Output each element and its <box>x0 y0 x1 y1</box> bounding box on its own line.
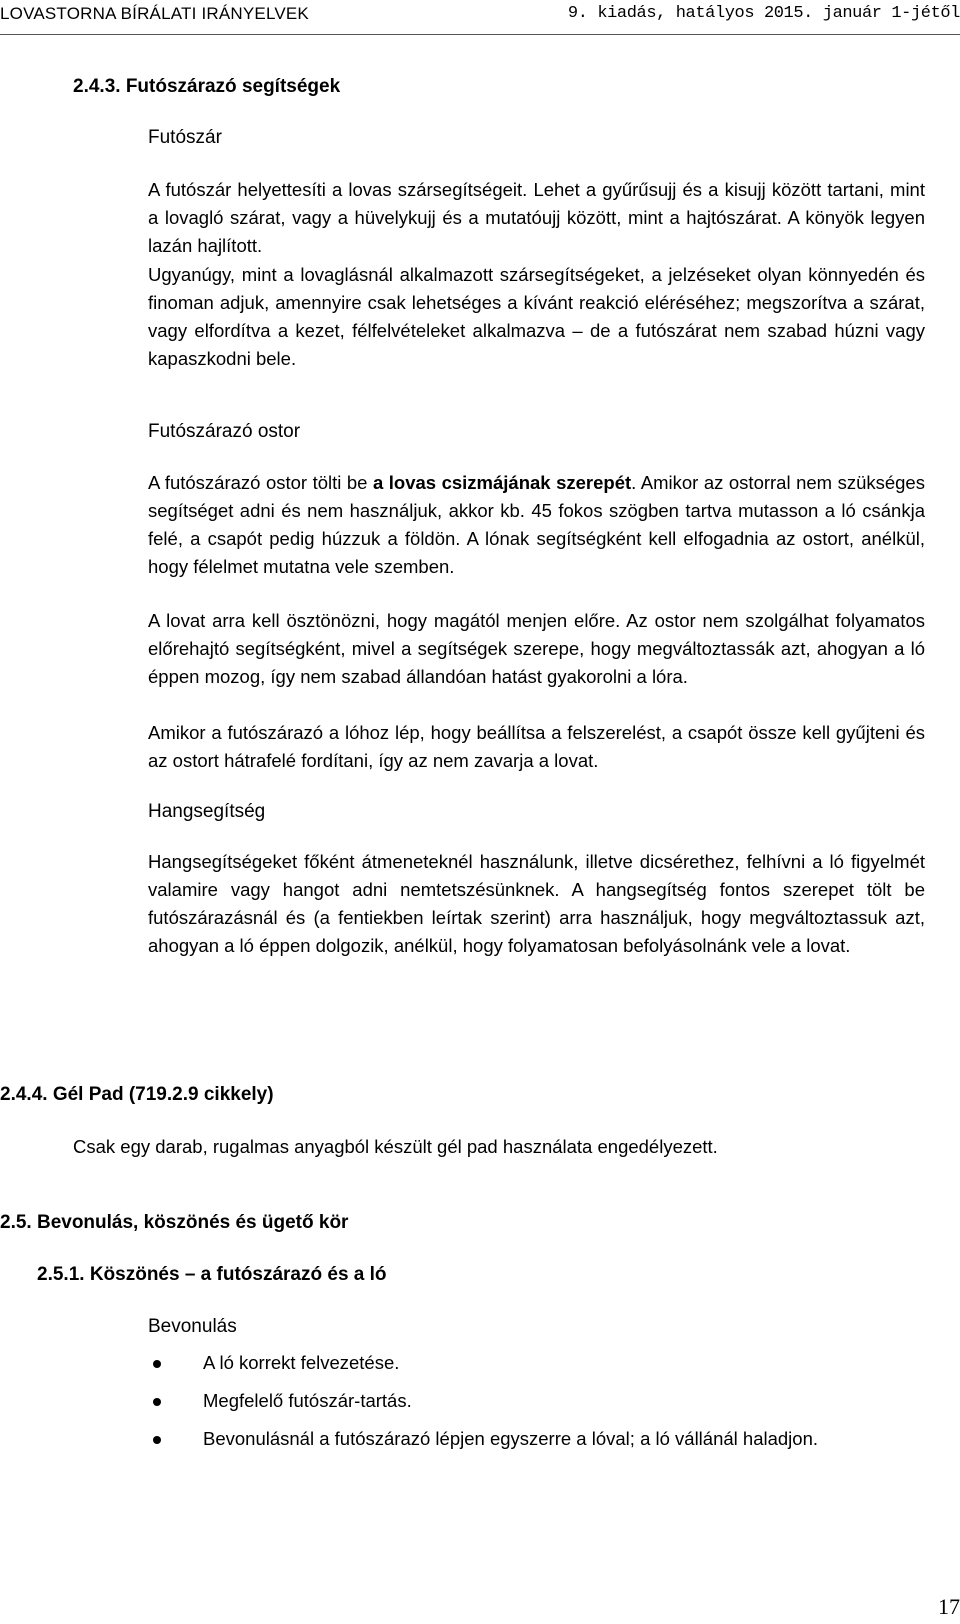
bevonulas-list <box>150 1349 960 1453</box>
section-heading-2-4-3: 2.4.3. Futószárazó segítségek <box>73 76 341 97</box>
bullet-icon <box>153 1360 161 1368</box>
paragraph-ostor-3: Amikor a futószárazó a lóhoz lép, hogy beállítsa a felszerelést, a csapót össze kell gyűjteni és az ostort hátrafelé fordítani, így az nem zavarja a lovat. <box>148 722 925 771</box>
bold-phrase: a lovas csizmájának szerepét <box>372 472 632 493</box>
page-number: 17 <box>938 1594 960 1619</box>
section-heading-2-4-4: 2.4.4. Gél Pad (719.2.9 cikkely) <box>0 1084 274 1105</box>
section-heading-2-5-1: 2.5.1. Köszönés – a futószárazó és a ló <box>37 1264 387 1285</box>
paragraph-ostor-1: A futószárazó ostor tölti be a lovas csizmájának szerepét. Amikor az ostorral nem szükséges segítséget adni és nem használjuk, akkor kb. 45 fokos szögben tartva mutasson a ló csánkja felé, a csapót pedig húzzuk a földön. A lónak segítségként kell elfogadnia az ostort, anélkül, hogy félelmet mutatna vele szemben. <box>148 472 925 577</box>
page-header <box>0 4 960 35</box>
subheading-futoszar: Futószár <box>148 127 222 148</box>
bullet-icon <box>153 1436 161 1444</box>
paragraph-ostor-2: A lovat arra kell ösztönözni, hogy magától menjen előre. Az ostor nem szolgálhat folyamatos előrehajtó segítségként, mivel a segítségek szerepe, hogy megváltoztassák azt, ahogyan a ló éppen mozog, így nem szabad állandóan hatást gyakorolni a lóra. <box>148 610 925 687</box>
header-title: LOVASTORNA BÍRÁLATI IRÁNYELVEK <box>0 4 309 23</box>
list-item: Bevonulásnál a futószárazó lépjen egyszerre a lóval; a ló vállánál haladjon. <box>150 1425 926 1453</box>
header-edition: 9. kiadás, hatályos 2015. január 1-jétől <box>567 4 960 23</box>
subheading-hangsegitseg: Hangsegítség <box>148 801 266 822</box>
list-item: Megfelelő futószár-tartás. <box>150 1387 960 1415</box>
subheading-bevonulas: Bevonulás <box>148 1316 237 1337</box>
subheading-ostor: Futószárazó ostor <box>148 421 301 442</box>
paragraph-gel-pad: Csak egy darab, rugalmas anyagból készült gél pad használata engedélyezett. <box>73 1136 718 1157</box>
paragraph-hangsegitseg: Hangsegítségeket főként átmeneteknél használunk, illetve dicsérethez, felhívni a ló figyelmét valamire vagy hangot adni nemtetszésünknek. A hangsegítség fontos szerepet tölt be futószárazásnál és (a fentiekben leírtak szerint) arra használjuk, hogy megváltoztassuk azt, ahogyan a ló éppen dolgozik, anélkül, hogy folyamatosan befolyásolnánk vele a lovat. <box>148 851 925 956</box>
paragraph-futoszar-1: A futószár helyettesíti a lovas szársegítségeit. Lehet a gyűrűsujj és a kisujj között tartani, mint a lovagló szárat, vagy a hüvelykujj és a mutatóujj között, mint a hajtószárat. A könyök legyen lazán hajlított. <box>148 179 925 256</box>
section-heading-2-5: 2.5. Bevonulás, köszönés és ügető kör <box>0 1212 349 1233</box>
bullet-icon <box>153 1398 161 1406</box>
list-item: A ló korrekt felvezetése. <box>150 1349 960 1377</box>
paragraph-futoszar-2: Ugyanúgy, mint a lovaglásnál alkalmazott szársegítségeket, a jelzéseket olyan könnyedén és finoman adjuk, amennyire csak lehetséges a kívánt reakció eléréséhez; megszorítva a szárat, vagy elfordítva a kezet, félfelvételeket alkalmazva – de a futószárat nem szabad húzni vagy kapaszkodni bele. <box>148 264 925 369</box>
